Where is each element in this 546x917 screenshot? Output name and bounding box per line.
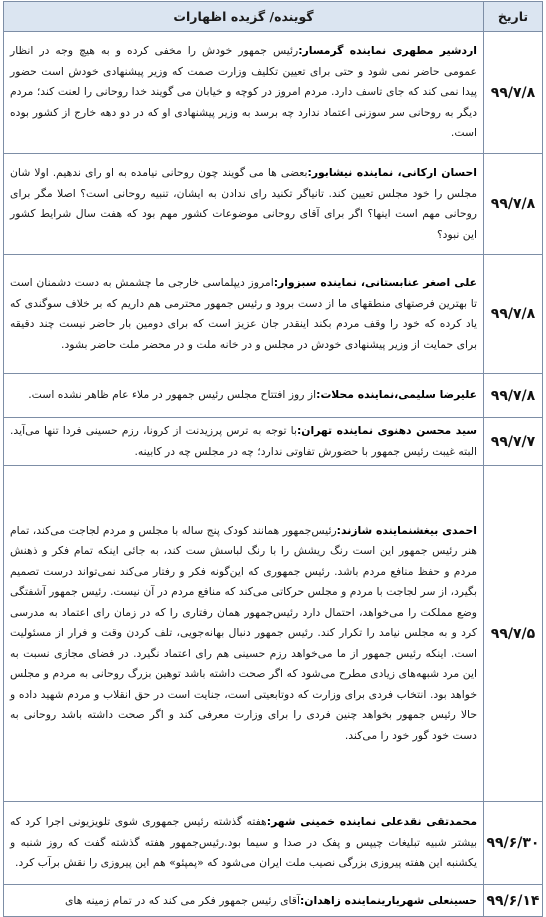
quote-text: رئیس جمهور خودش را مخفی کرده و به هیچ وجه در انظار عمومی حاضر نمی شود و حتی برای تعیین تکلیف وزارت صمت که وزیر پیشنهادی خودش است حضور پیدا نمی کند که جای تاسف دارد. مردم امروز در کوچه و خیابان می گویند خدا روحانی را لعنت کند؛ مردم دیگر به روحانی سر سوزنی اعتماد ندارد چه برسد به وزیر پیشنهادی او که در دو دهه خارج از کشور بوده است.: [10, 44, 477, 140]
quote-text: امروز دیپلماسی خارجی ما چشمش به دست دشمنان است تا بهترین فرصتهای منطقهای ما از دست برود و رئیس جمهور محترمی هم داریم که بر خلاف سوگندی که یاد کرده که خود را وقف مردم بکند اینقدر جان عزیز است که برای دومین بار حاضر نیست چند دقیقه برای حمایت از وزیر پیشنهادی خودش در مجلس و در خانه ملت و در محضر ملت حاضر بشود.: [10, 276, 477, 351]
table-row: [4, 154, 543, 255]
table-row: [4, 802, 543, 885]
quote-text: رئیس‌جمهور همانند کودک پنج ساله با مجلس و مردم لجاجت می‌کند، تمام هنر رئیس جمهور این است رنگ ریشش را با رنگ لباسش ست کند، به جائی اینکه تمام فکر و ذهنش مردم و حفظ منافع مردم باشد. رئیس جمهوری که این‌گونه فکر و رفتار می‌کند نمی‌تواند درست تصمیم بگیرد، از سر لجاجت با مردم و مجلس حرکاتی می‌کند که منافع مردم در آن نیست. رئیس جمهور آشفتگی وضع مملکت را می‌خواهد، احتمال دارد رئیس‌جمهور همان رفتاری را که در زمان رای اعتماد به مدرسی کرد و به مجلس نیامد را تکرار کند. رئیس جمهور دنبال بهانه‌جویی، تلف کردن وقت و فرار از مسئولیت است. اینکه رئیس جمهور از ما می‌خواهد رزم حسینی هم رای اعتماد نگیرد. در فضای مجازی نسبت به این مرد شبهه‌های زیادی مطرح می‌شود که اگر صحت داشته باشد توهین بزرگ روحانی به مردم و مجلس خواهد بود. انتخاب فردی برای وزارت که دوتابعیتی است، جنایت است در حق انقلاب و مردم شهید داده و حالا رئیس جمهور بخواهد چنین فردی را برای وزارت معرفی کند و اگر صحت داشته باشد روحانی به دست خود گور خود را می‌کند.: [10, 523, 477, 742]
row-quote: [4, 802, 484, 885]
table-row: [4, 32, 543, 154]
speaker-name: احمدی بیغشنماینده شازند:: [336, 523, 477, 537]
row-quote: [4, 885, 484, 917]
table-row: [4, 418, 543, 466]
quotes-table: [3, 1, 543, 917]
speaker-name: اردشیر مطهری نماینده گرمسار:: [298, 44, 477, 58]
quote-text: با توجه به ترس پرزیدنت از کرونا، رزم حسینی فردا تنها می‌آید. البته غیبت رئیس جمهور با حضورش تفاوتی ندارد؛ چه در مجلس چه در کابینه.: [10, 424, 477, 458]
row-date: ۹۹/۷/۸: [484, 32, 543, 154]
table-row: [4, 885, 543, 917]
row-quote: [4, 374, 484, 418]
speaker-name: احسان ارکانی، نماینده نیشابور:: [307, 166, 478, 179]
row-date: ۹۹/۷/۸: [484, 255, 543, 374]
date-column-header: تاریخ: [484, 2, 543, 32]
table-row: [4, 255, 543, 374]
speaker-name: علیرضا سلیمی،نماینده محلات:: [316, 388, 477, 402]
row-date: ۹۹/۶/۱۴: [484, 885, 543, 917]
speaker-name: محمدتقی نقدعلی نماینده خمینی شهر:: [266, 815, 478, 829]
row-quote: [4, 418, 484, 466]
table-header-row: [4, 2, 543, 32]
row-quote: [4, 154, 484, 255]
row-date: ۹۹/۷/۸: [484, 154, 543, 255]
speaker-name: علی اصغر عنابستانی، نماینده سبزوار:: [273, 276, 477, 289]
quotes-table-container: [3, 1, 543, 909]
row-date: ۹۹/۷/۷: [484, 418, 543, 466]
quote-text: آقای رئیس جمهور فکر می کند که در تمام زمینه های: [64, 893, 300, 907]
table-row: [4, 466, 543, 802]
row-date: ۹۹/۶/۳۰: [484, 802, 543, 885]
quote-text: بعضی ها می گویند چون روحانی نیامده به او رای ندهیم. اولا شان مجلس را خود مجلس تعیین کند. تانیاگر تکنید رای ندادن به ایشان، تنبیه روحانی است؟ اصلا مگر برای روحانی مهم است اینها؟ اگر برای آقای روحانی موضوعات کشور مهم بود که هفت سال شرایط کشور این نبود؟: [10, 166, 477, 241]
row-quote: [4, 32, 484, 154]
quote-text: هفته گذشته رئیس جمهوری شوی تلویزیونی اجرا کرد که بیشتر شبیه تبلیغات چیپس و پفک در صدا و سیما بود.رئیس‌جمهور هفته گذشته گفت که روز شنبه و یکشنبه این هفته پیروزی بزرگی نصیب ملت ایران می‌شود که «پمپئو» هم این پیروزی را نقش برآب کرد.: [10, 815, 477, 870]
speaker-name: حسینعلی شهریارینماینده زاهدان:: [299, 893, 477, 907]
row-date: ۹۹/۷/۵: [484, 466, 543, 802]
quote-column-header: گوینده/ گزیده اظهارات: [4, 2, 484, 32]
row-quote: [4, 255, 484, 374]
speaker-name: سید محسن دهنوی نماینده تهران:: [296, 424, 477, 437]
row-date: ۹۹/۷/۸: [484, 374, 543, 418]
row-quote: [4, 466, 484, 802]
table-row: [4, 374, 543, 418]
quote-text: از روز افتتاح مجلس رئیس جمهور در ملاء عام ظاهر نشده است.: [28, 388, 317, 402]
